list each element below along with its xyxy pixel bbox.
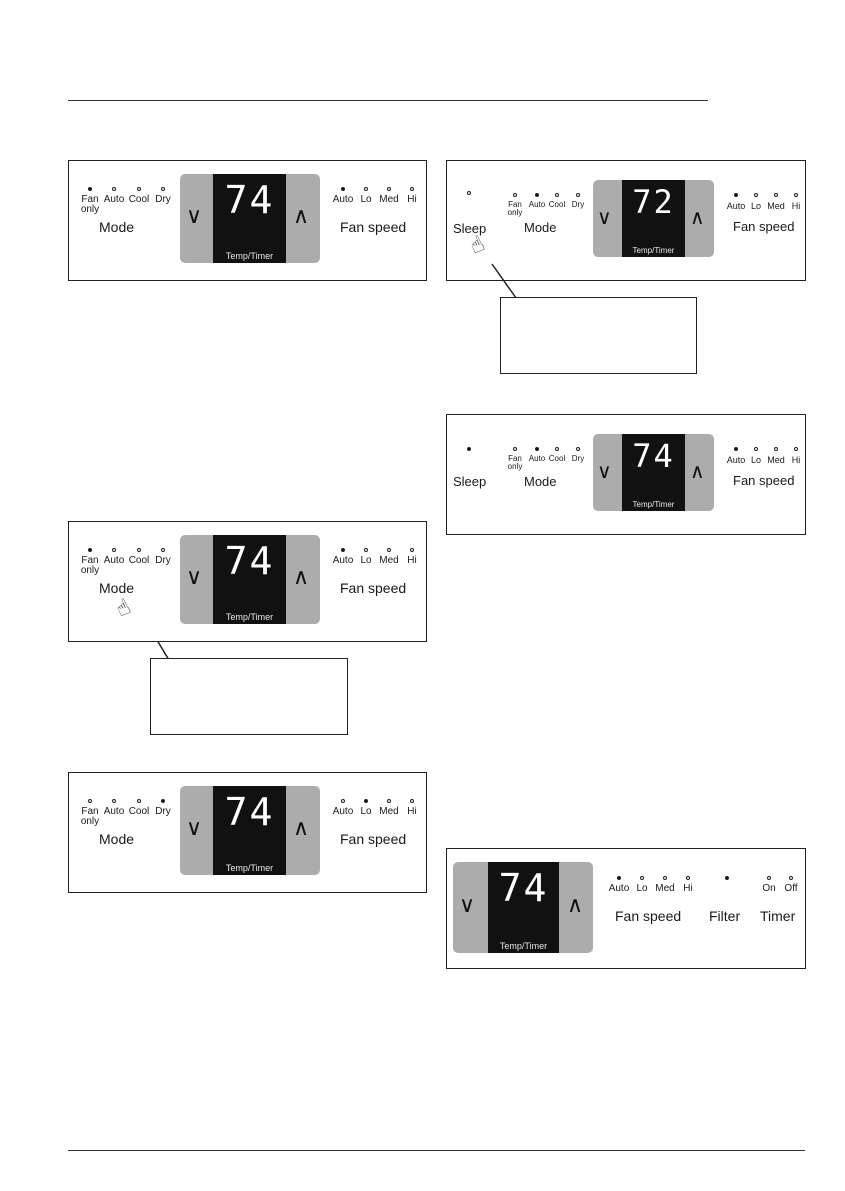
mode-dry-indicator <box>161 548 165 552</box>
sleep-button-label[interactable]: Sleep <box>453 474 487 489</box>
chevron-up-icon[interactable]: ∧ <box>293 816 310 841</box>
temp-timer-label: Temp/Timer <box>225 251 274 261</box>
fan-med-label: Med <box>379 194 399 205</box>
mode-fan-label: Fan <box>81 806 99 817</box>
fan-lo-label: Lo <box>750 201 761 211</box>
mode-fan-only-indicator <box>513 447 517 451</box>
fan-lo-indicator <box>364 548 368 552</box>
fan-lo-indicator <box>364 799 368 803</box>
fan-med-indicator <box>663 876 667 880</box>
timer-off-label: Off <box>784 883 798 894</box>
fan-med-label: Med <box>379 806 399 817</box>
pointing-hand-icon: ☝ <box>466 231 489 260</box>
control-panel-4 <box>446 414 806 535</box>
mode-dry-label: Dry <box>571 454 585 463</box>
fan-auto-indicator <box>734 447 738 451</box>
temp-value: 74 <box>498 866 549 910</box>
mode-fan-only-indicator <box>88 799 92 803</box>
fan-hi-label: Hi <box>407 555 417 566</box>
fan-auto-label: Auto <box>332 194 354 205</box>
filter-indicator <box>725 876 729 880</box>
timer-on-indicator <box>767 876 771 880</box>
mode-button-label[interactable]: Mode <box>99 831 135 847</box>
mode-dry-label: Dry <box>571 200 585 209</box>
temp-screen <box>213 786 286 875</box>
fan-auto-label: Auto <box>726 201 746 211</box>
mode-fan-only-indicator <box>88 548 92 552</box>
fan-hi-indicator <box>794 447 798 451</box>
mode-cool-indicator <box>137 799 141 803</box>
fan-med-label: Med <box>767 455 785 465</box>
timer-on-label: On <box>762 883 776 894</box>
mode-auto-label: Auto <box>103 806 125 817</box>
temp-value: 72 <box>632 183 675 221</box>
temp-timer-label: Temp/Timer <box>225 863 274 873</box>
control-panel-6 <box>446 848 806 969</box>
temp-timer-label: Temp/Timer <box>632 500 675 509</box>
fan-auto-indicator <box>341 548 345 552</box>
mode-cool-indicator <box>137 548 141 552</box>
timer-off-indicator <box>789 876 793 880</box>
chevron-down-icon[interactable]: ∨ <box>459 893 476 918</box>
fan-hi-label: Hi <box>791 201 801 211</box>
mode-only-label: only <box>80 204 100 215</box>
mode-auto-label: Auto <box>103 555 125 566</box>
temp-value: 74 <box>224 790 275 834</box>
temp-display <box>593 434 714 511</box>
fan-lo-label: Lo <box>360 806 372 817</box>
fan-med-label: Med <box>767 201 785 211</box>
mode-cool-label: Cool <box>128 555 150 566</box>
fan-lo-indicator <box>640 876 644 880</box>
mode-fan-label: Fan <box>81 194 99 205</box>
chevron-down-icon[interactable]: ∨ <box>186 204 203 229</box>
mode-auto-label: Auto <box>103 194 125 205</box>
mode-button-label[interactable]: Mode <box>524 474 557 489</box>
fan-lo-indicator <box>754 447 758 451</box>
fan-lo-label: Lo <box>360 194 372 205</box>
fan-auto-indicator <box>341 799 345 803</box>
mode-fan-label: Fan <box>508 200 522 209</box>
mode-dry-label: Dry <box>155 555 171 566</box>
mode-button-label[interactable]: Mode <box>99 219 135 235</box>
control-panel-5 <box>68 772 427 893</box>
chevron-up-icon[interactable]: ∧ <box>293 204 310 229</box>
sleep-button-label[interactable]: Sleep <box>453 221 487 236</box>
timer-button-label[interactable]: Timer <box>760 908 796 924</box>
mode-only-label: only <box>80 816 100 827</box>
temp-value: 74 <box>224 539 275 583</box>
mode-button-label[interactable]: Mode <box>524 220 557 235</box>
chevron-up-icon[interactable]: ∧ <box>690 459 705 483</box>
fan-med-indicator <box>387 548 391 552</box>
chevron-up-icon[interactable]: ∧ <box>690 205 705 229</box>
fan-speed-button-label[interactable]: Fan speed <box>733 473 795 488</box>
fan-auto-label: Auto <box>726 455 746 465</box>
mode-fan-label: Fan <box>81 555 99 566</box>
fan-hi-label: Hi <box>407 806 417 817</box>
fan-lo-label: Lo <box>750 455 761 465</box>
fan-auto-indicator <box>617 876 621 880</box>
temp-timer-label: Temp/Timer <box>225 612 274 622</box>
mode-cool-label: Cool <box>128 806 150 817</box>
mode-dry-indicator <box>576 447 580 451</box>
fan-auto-label: Auto <box>332 555 354 566</box>
mode-only-label: only <box>80 565 100 576</box>
temp-screen <box>622 434 685 511</box>
sleep-indicator <box>467 447 471 451</box>
mode-dry-label: Dry <box>155 194 171 205</box>
fan-speed-button-label[interactable]: Fan speed <box>340 219 407 235</box>
fan-hi-label: Hi <box>791 455 801 465</box>
mode-auto-label: Auto <box>528 200 546 209</box>
mode-auto-indicator <box>112 548 116 552</box>
mode-cool-label: Cool <box>128 194 150 205</box>
temp-value: 74 <box>224 178 275 222</box>
control-panel-3 <box>68 521 427 642</box>
chevron-up-icon[interactable]: ∧ <box>293 565 310 590</box>
fan-speed-button-label[interactable]: Fan speed <box>340 831 407 847</box>
temp-screen <box>488 862 559 953</box>
fan-auto-label: Auto <box>332 806 354 817</box>
mode-cool-label: Cool <box>548 454 566 463</box>
mode-cool-indicator <box>555 447 559 451</box>
fan-speed-button-label[interactable]: Fan speed <box>733 219 795 234</box>
mode-cool-label: Cool <box>548 200 566 209</box>
chevron-down-icon[interactable]: ∨ <box>186 816 203 841</box>
chevron-down-icon[interactable]: ∨ <box>597 205 612 229</box>
filter-button-label[interactable]: Filter <box>709 908 741 924</box>
callout-box <box>150 658 348 735</box>
mode-only-label: only <box>507 462 523 471</box>
mode-only-label: only <box>507 208 523 217</box>
mode-auto-label: Auto <box>528 454 546 463</box>
temp-value: 74 <box>632 437 675 475</box>
chevron-down-icon[interactable]: ∨ <box>186 565 203 590</box>
mode-auto-indicator <box>112 799 116 803</box>
callout-box <box>500 297 697 374</box>
pointing-hand-icon: ☝ <box>112 594 135 623</box>
mode-dry-label: Dry <box>155 806 171 817</box>
chevron-down-icon[interactable]: ∨ <box>597 459 612 483</box>
fan-hi-indicator <box>410 799 414 803</box>
fan-auto-label: Auto <box>608 883 630 894</box>
fan-med-indicator <box>774 447 778 451</box>
fan-hi-label: Hi <box>683 883 693 894</box>
fan-lo-label: Lo <box>360 555 372 566</box>
temp-timer-label: Temp/Timer <box>632 246 675 255</box>
fan-med-indicator <box>387 799 391 803</box>
fan-speed-button-label[interactable]: Fan speed <box>615 908 682 924</box>
fan-med-label: Med <box>655 883 675 894</box>
temp-screen <box>213 535 286 624</box>
fan-hi-indicator <box>686 876 690 880</box>
temp-display <box>453 862 593 953</box>
mode-auto-indicator <box>535 447 539 451</box>
mode-button-label[interactable]: Mode <box>99 580 135 596</box>
fan-hi-label: Hi <box>407 194 417 205</box>
mode-dry-indicator <box>161 799 165 803</box>
chevron-up-icon[interactable]: ∧ <box>567 893 584 918</box>
temp-display <box>180 535 320 624</box>
fan-speed-button-label[interactable]: Fan speed <box>340 580 407 596</box>
fan-med-label: Med <box>379 555 399 566</box>
fan-hi-indicator <box>410 548 414 552</box>
temp-display <box>180 786 320 875</box>
fan-lo-label: Lo <box>636 883 648 894</box>
temp-timer-label: Temp/Timer <box>499 941 548 951</box>
mode-fan-label: Fan <box>508 454 522 463</box>
